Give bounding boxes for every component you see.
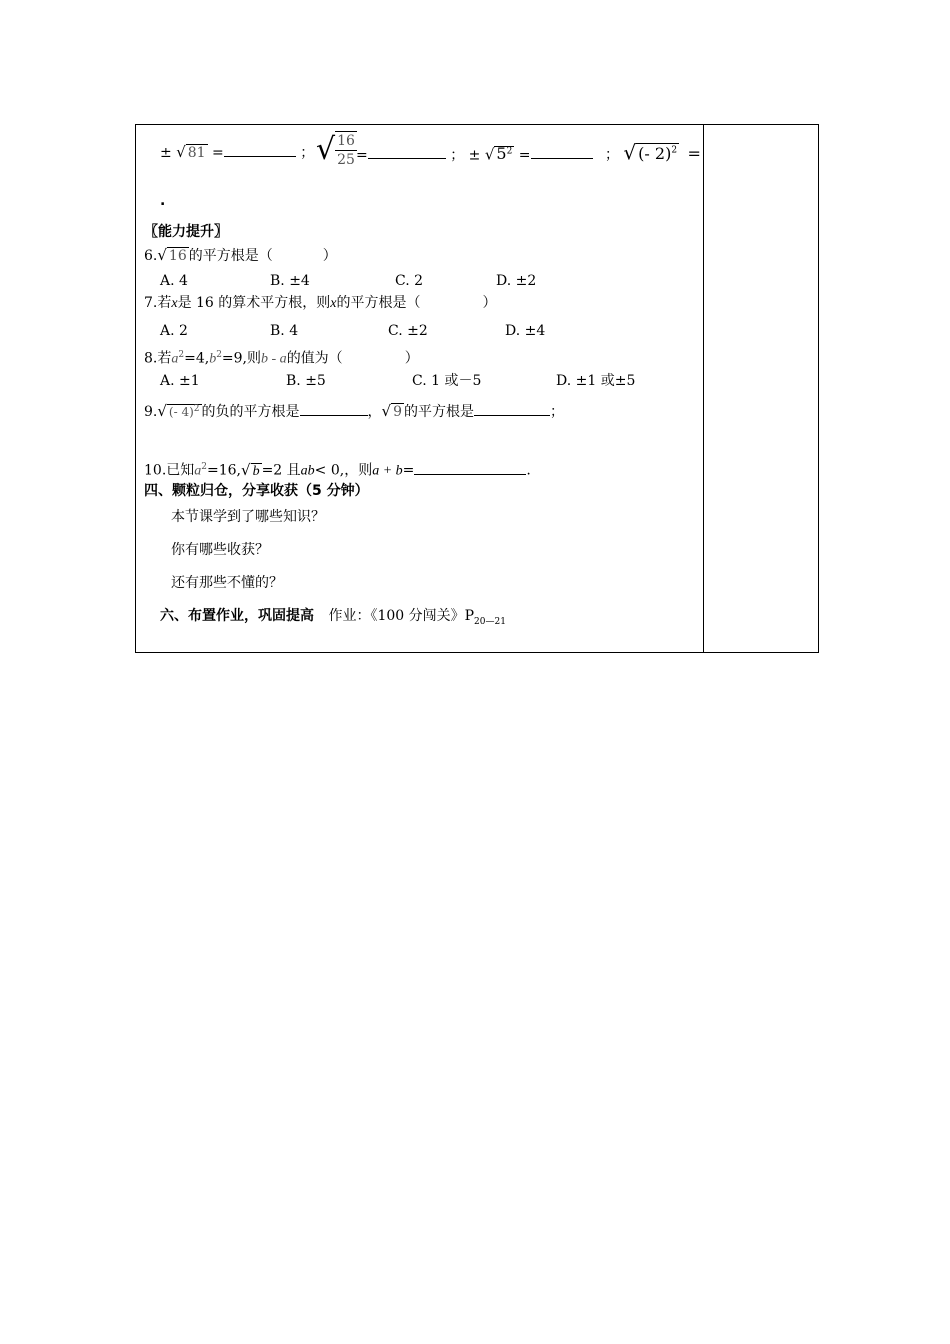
radical-fraction: √ $\frac{16}{25}$ bbox=[316, 132, 355, 168]
question-9: 9.√ (- 4)$^2$ 的负的平方根是 ，√ 9 的平方根是 ； bbox=[144, 402, 565, 420]
question-7: 7.若x是 16 的算术平方根，则x的平方根是（ ） bbox=[144, 295, 497, 311]
homework-text: 作业：《100 分闯关》P bbox=[328, 608, 475, 624]
answer-blank-1[interactable] bbox=[224, 142, 296, 157]
radical-81: √ 81 bbox=[176, 143, 206, 161]
question-10: 10.已知$a^2=16,√$ b =2 且ab< 0,，则a + b= . bbox=[144, 460, 531, 479]
answer-blank-2[interactable] bbox=[368, 144, 446, 159]
reflection-question-1: 本节课学到了哪些知识？ bbox=[171, 509, 325, 525]
q6-option-b[interactable]: B. ±4 bbox=[270, 273, 310, 289]
reflection-question-2: 你有哪些收获？ bbox=[171, 542, 269, 558]
reflection-question-3: 还有那些不懂的？ bbox=[171, 575, 283, 591]
answer-blank-q9a[interactable] bbox=[300, 401, 368, 416]
q8-option-c[interactable]: C. 1 或－5 bbox=[412, 373, 482, 389]
q6-option-a[interactable]: A. 4 bbox=[160, 273, 188, 289]
homework-pages: 20—21 bbox=[474, 616, 506, 627]
q8-option-d[interactable]: D. ±1 或±5 bbox=[556, 373, 636, 389]
section-title-ability: 〖能力提升〗 bbox=[144, 224, 228, 240]
answer-blank-3[interactable] bbox=[531, 144, 593, 159]
exercise-row-roots: ± √ 81 = ； bbox=[160, 143, 315, 161]
q7-option-c[interactable]: C. ±2 bbox=[388, 323, 428, 339]
question-8: 8.若$a^2=4,b^2=9$,则b - a的值为（ ） bbox=[144, 350, 419, 367]
q7-option-a[interactable]: A. 2 bbox=[160, 323, 188, 339]
radical-5-squared: √ $5^2$ bbox=[484, 144, 513, 164]
q6-option-d[interactable]: D. ±2 bbox=[496, 273, 537, 289]
section-title-homework: 六、布置作业，巩固提高 bbox=[160, 608, 314, 624]
question-6: 6.√ 16 的平方根是（ ） bbox=[144, 246, 337, 264]
q8-option-a[interactable]: A. ±1 bbox=[160, 373, 200, 389]
q7-option-d[interactable]: D. ±4 bbox=[505, 323, 546, 339]
q6-option-c[interactable]: C. 2 bbox=[395, 273, 424, 289]
homework-line bbox=[160, 607, 506, 631]
radical-neg2-squared: √ (- 2)$^2$ bbox=[623, 140, 678, 165]
q8-option-b[interactable]: B. ±5 bbox=[286, 373, 326, 389]
section-title-summary: 四、颗粒归仓，分享收获（5 分钟） bbox=[144, 483, 369, 499]
answer-blank-q10[interactable] bbox=[414, 460, 526, 475]
q7-option-b[interactable]: B. 4 bbox=[270, 323, 299, 339]
answer-blank-q9b[interactable] bbox=[474, 401, 550, 416]
table-column-divider bbox=[703, 124, 704, 653]
